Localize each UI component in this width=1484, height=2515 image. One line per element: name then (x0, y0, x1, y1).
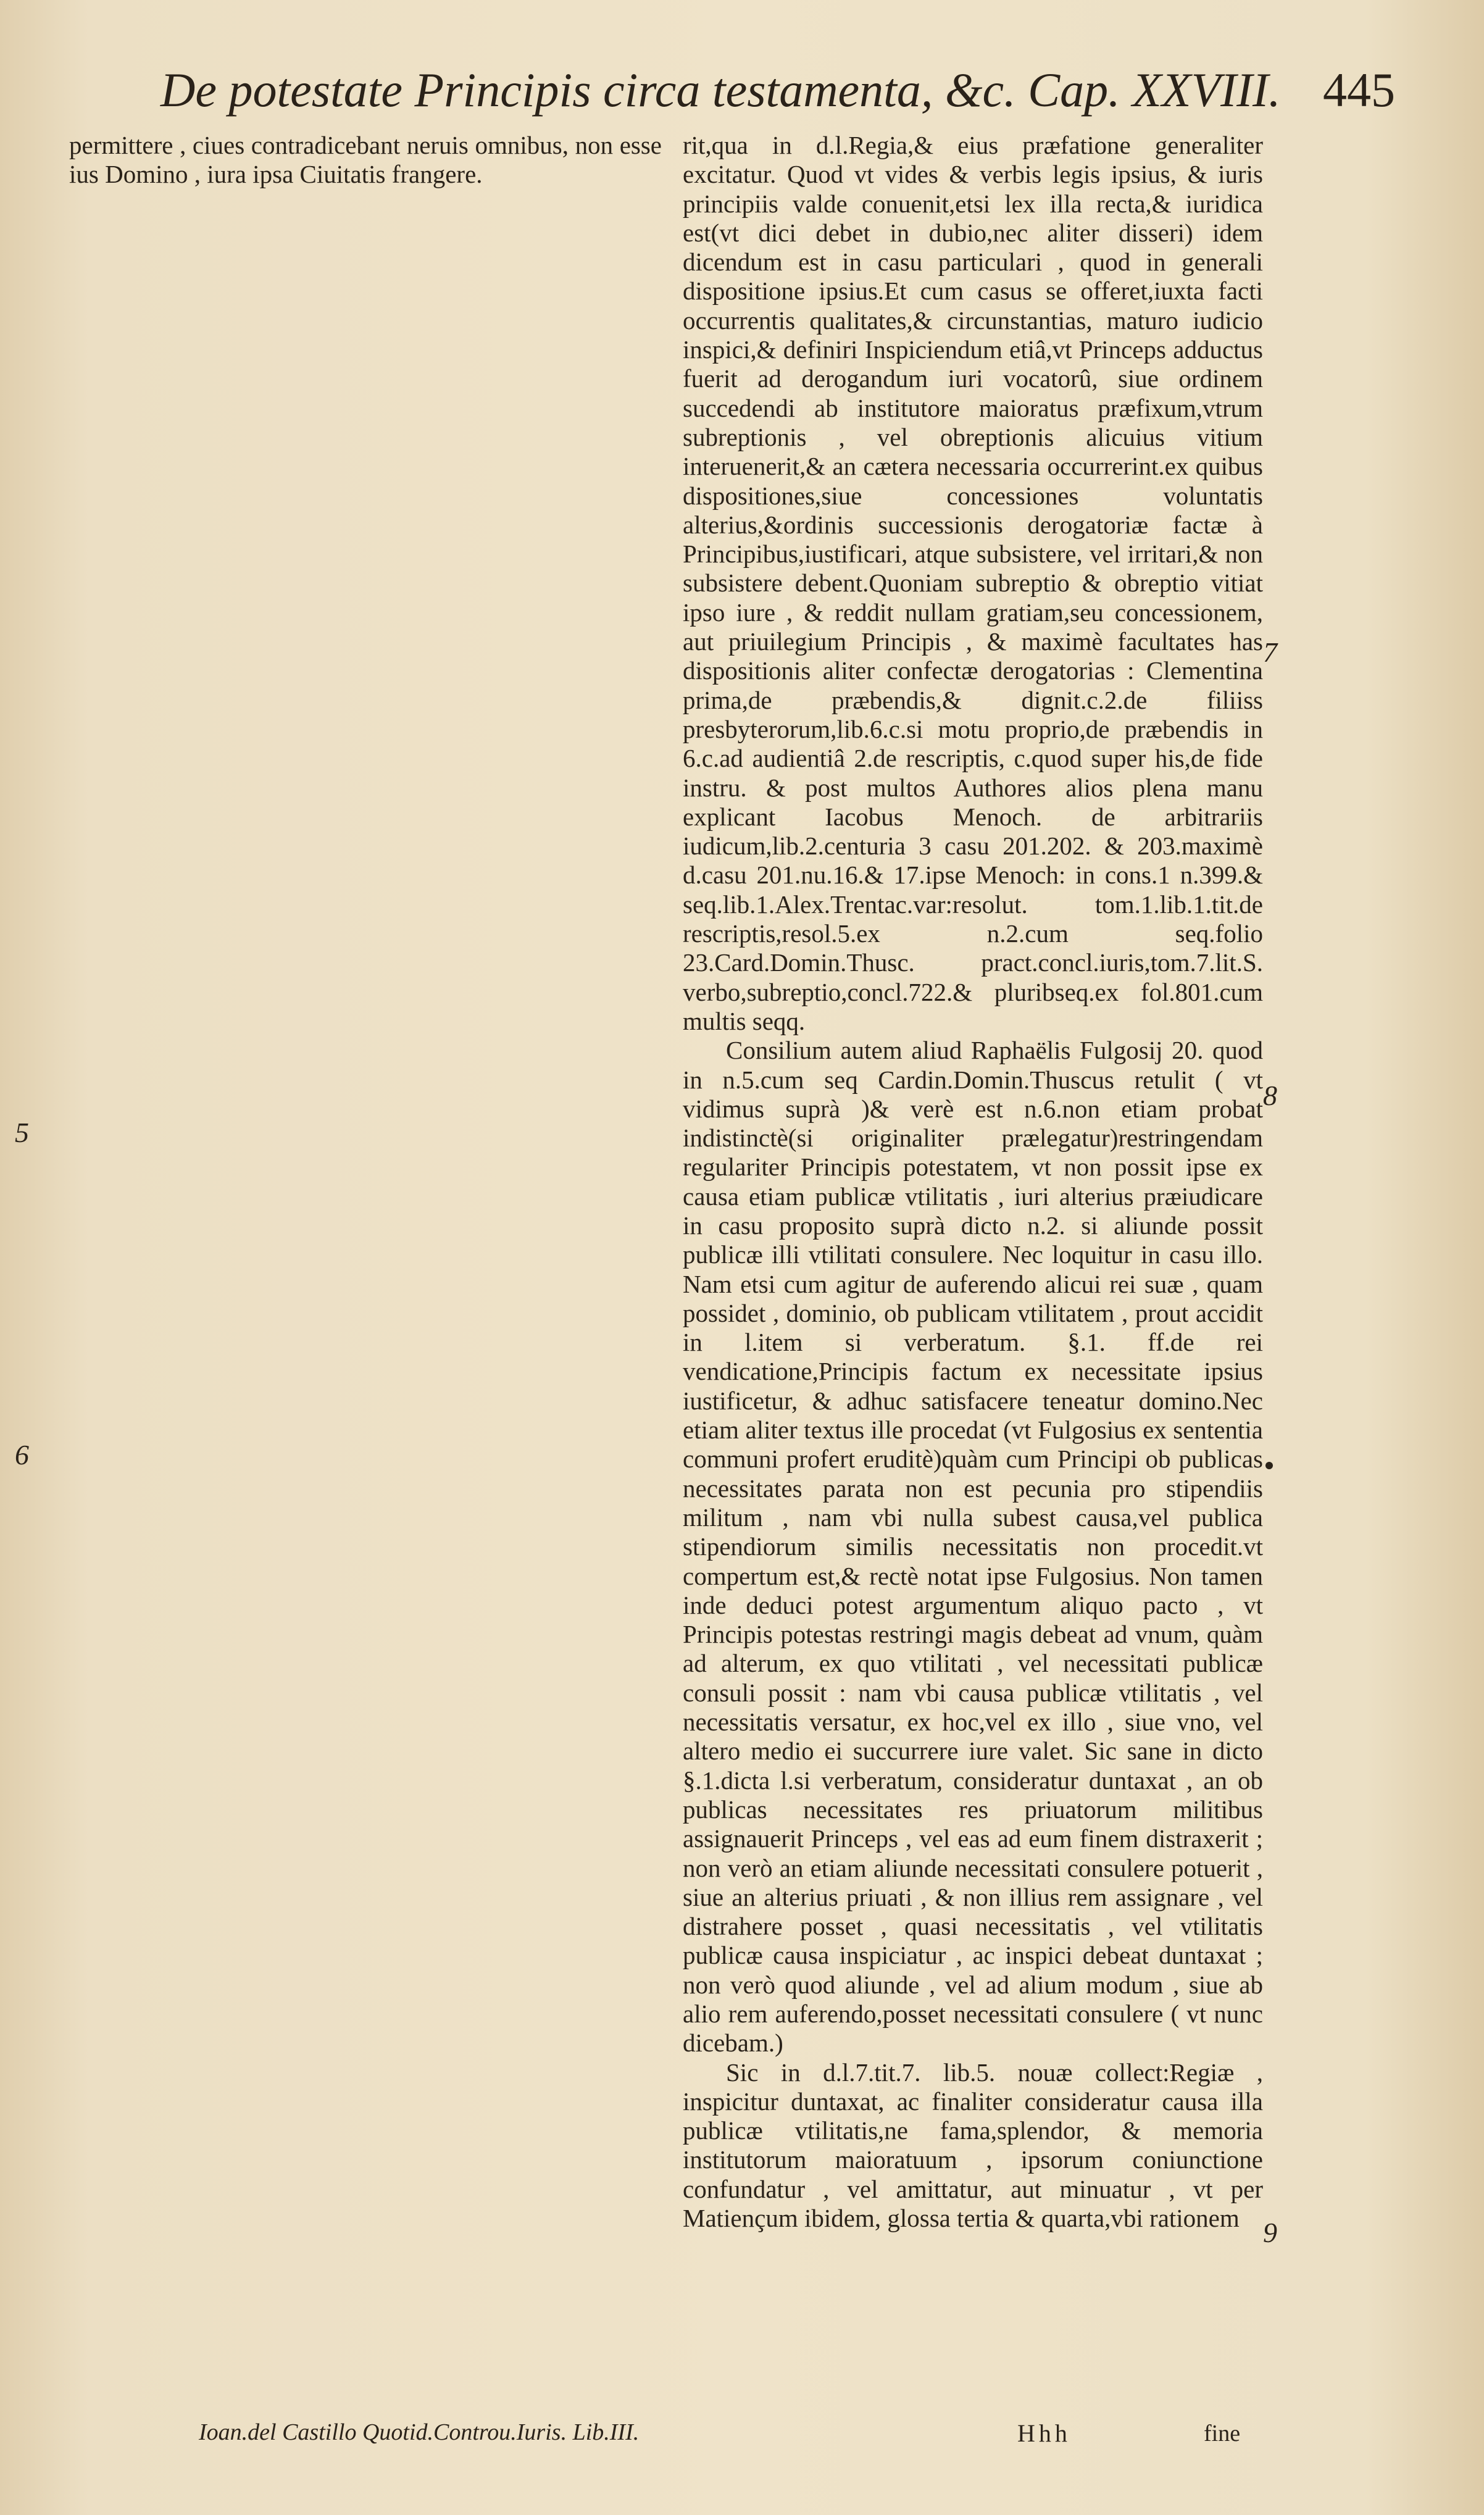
running-head-title: De potestate Principis circa testamenta, &c. Cap. XXVIII. (160, 63, 1281, 117)
footer-running-title: Ioan.del Castillo Quotid.Controu.Iuris. Lib.III. (199, 2419, 640, 2445)
right-paragraph-3: Sic in d.l.7.tit.7. lib.5. nouæ collect:Regiæ , inspicitur duntaxat, ac finaliter consideratur causa illa publicæ vtilitatis,ne fama,splendor, & memoria institutorum maioratuum , ipsorum coniunctione confundatur , vel amittatur, aut minuatur , vt per Matiençum ibidem, glossa tertia & quarta,vbi rationem (683, 2058, 1263, 2233)
margin-note-9: 9 (1263, 2217, 1277, 2248)
page-number: 445 (1323, 63, 1395, 117)
catchword: fine (1204, 2421, 1241, 2446)
right-column (683, 131, 1263, 2233)
margin-dot-marker (1265, 1462, 1273, 1469)
right-paragraph-2: Consilium autem aliud Raphaëlis Fulgosij 20. quod in n.5.cum seq Cardin.Domin.Thuscus retulit ( vt vidimus suprà )& verè est n.6.non etiam probat indistinctè(si originaliter prælegatur)restringendam regulariter Principis potestatem, vt non possit ipse ex causa etiam publicæ vtilitatis , iuri alterius præiudicare in casu proposito suprà dicto n.2. si aliunde possit publicæ illi vtilitati consulere. Nec loquitur in casu illo. Nam etsi cum agitur de auferendo alicui rei suæ , quam possidet , dominio, ob publicam vtilitatem , prout accidit in l.item si verberatum. §.1. ff.de rei vendicatione,Principis factum ex necessitate ipsius iustificetur, & adhuc satisfacere teneatur domino.Nec etiam aliter textus ille procedat (vt Fulgosius ex sententia communi profert eruditè)quàm cum Principi ob publicas necessitates parata non est pecunia pro stipendiis militum , nam vbi nulla subest causa,vel publica stipendiorum similis necessitatis non procedit.vt compertum est,& rectè notat ipse Fulgosius. Non tamen inde deduci potest argumentum aliquo pacto , vt Principis potestas restringi magis debeat ad vnum, quàm ad alterum, ex quo vtilitati , vel necessitati publicæ consuli possit : nam vbi causa publicæ vtilitatis , vel necessitatis versatur, ex hoc,vel ex illo , siue vno, vel altero medio ei succurrere iure valet. Sic sane in dicto §.1.dicta l.si verberatum, consideratur duntaxat , an ob publicas necessitates res priuatorum militibus assignauerit Princeps , vel eas ad eum finem distraxerit ; non verò an etiam aliunde necessitati consulere potuerit , siue an alterius priuati , & non illius rem assignare , vel distrahere posset , quasi necessitatis , vel vtilitatis publicæ causa inspiciatur , ac inspici debeat duntaxat ; non verò quod aliunde , vel ad alium modum , siue ab alio rem auferendo,posset necessitati consulere ( vt nunc dicebam.) (683, 1036, 1263, 2058)
right-paragraph-1: rit,qua in d.l.Regia,& eius præfatione generaliter excitatur. Quod vt vides & verbis legis ipsius, & iuris principiis valde conuenit,etsi lex illa recta,& iuridica est(vt dici debet in dubio,nec aliter disseri) idem dicendum est in casu particulari , quod in generali dispositione ipsius.Et cum casus se offeret,iuxta facti occurrentis qualitates,& circunstantias, maturo iudicio inspici,& definiri Inspiciendum etiâ,vt Princeps adductus fuerit ad derogandum iuri vocatorû, siue ordinem succedendi ab institutore maioratus præfixum,vtrum subreptionis , vel obreptionis alicuius vitium interuenerit,& an cætera necessaria occurrerint.ex quibus dispositiones,siue concessiones voluntatis alterius,&ordinis successionis derogatoriæ factæ à Principibus,iustificari, atque subsistere, vel irritari,& non subsistere debent.Quoniam subreptio & obreptio vitiat ipso iure , & reddit nullam gratiam,seu concessionem, aut priuilegium Principis , & maximè facultates has dispositionis aliter confectæ derogatorias : Clementina prima,de præbendis,& dignit.c.2.de filiiss presbyterorum,lib.6.c.si motu proprio,de præbendis in 6.c.ad audientiâ 2.de rescriptis, c.quod super his,de fide instru. & post multos Authores alios plena manu explicant Iacobus Menoch. de arbitrariis iudicum,lib.2.centuria 3 casu 201.202. & 203.maximè d.casu 201.nu.16.& 17.ipse Menoch: in cons.1 n.399.& seq.lib.1.Alex.Trentac.var:resolut. tom.1.lib.1.tit.de rescriptis,resol.5.ex n.2.cum seq.folio 23.Card.Domin.Thusc. pract.concl.iuris,tom.7.lit.S. verbo,subreptio,concl.722.& pluribseq.ex fol.801.cum multis seqq. (683, 131, 1263, 1035)
margin-note-8: 8 (1263, 1080, 1277, 1111)
margin-note-7: 7 (1263, 636, 1277, 668)
left-column (69, 131, 662, 190)
margin-note-5: 5 (15, 1117, 29, 1148)
margin-note-6: 6 (15, 1439, 29, 1470)
signature-mark: Hhh (1017, 2419, 1071, 2447)
left-paragraph-1: permittere , ciues contradicebant neruis omnibus, non esse ius Domino , iura ipsa Ciuitatis frangere. (69, 131, 662, 189)
page-header (160, 59, 1395, 121)
